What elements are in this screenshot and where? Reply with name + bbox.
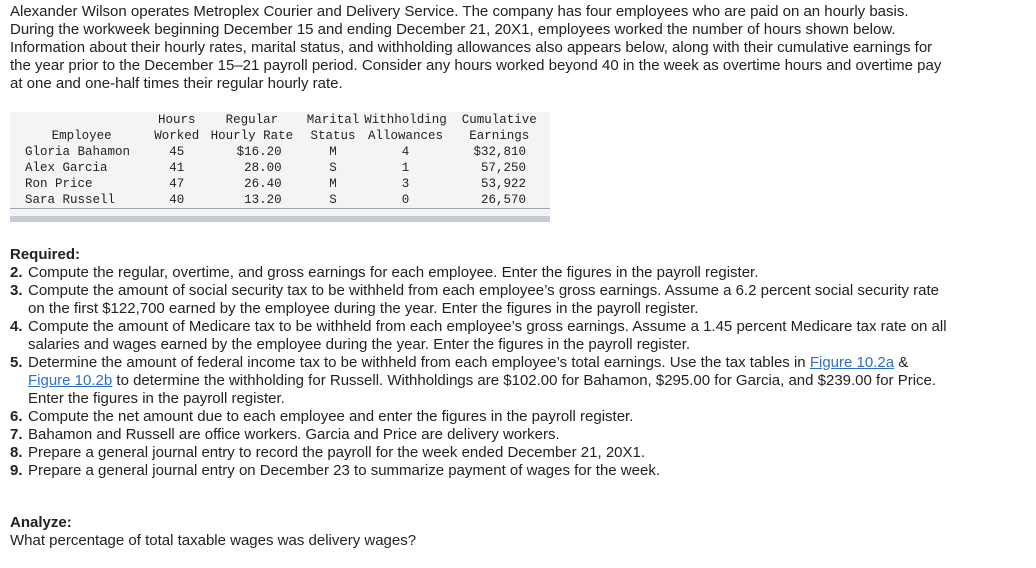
hourly-rate: 26.40 (244, 177, 282, 191)
withholding-allowances: 3 (401, 177, 410, 191)
required-item-8 (10, 444, 950, 462)
required-item-5 (10, 354, 950, 408)
item-text: Compute the amount of Medicare tax to be withheld from each employee’s gross earnings. Assume a 1.45 percent Medicare tax rate on all salaries and wages earned by the employee during the year. Enter the figures in the payroll register. (28, 318, 947, 353)
status-header-top: Marital (306, 113, 360, 127)
intro-paragraph: Alexander Wilson operates Metroplex Courier and Delivery Service. The company has four employees who are paid on an hourly basis. During the workweek beginning December 15 and ending December 21, 20X1, employees worked the number of hours shown below. Information about their hourly rates, marital status, and withholding allowances also appears below, along with their cumulative earnings for the year prior to the December 15–21 payroll period. Consider any hours worked beyond 40 in the week as overtime hours and overtime pay at one and one-half times their regular hourly rate. (10, 3, 942, 92)
item-number: 2. (10, 264, 23, 281)
analyze-question: What percentage of total taxable wages was delivery wages? (10, 532, 417, 549)
hourly-rate: 28.00 (244, 161, 282, 175)
figure-10-2a-link[interactable]: Figure 10.2a (809, 354, 895, 371)
hours-worked: 45 (169, 145, 185, 159)
rate-header-top: Regular (225, 113, 279, 127)
payroll-table (10, 112, 550, 208)
item-number: 9. (10, 462, 23, 479)
marital-status: M (329, 145, 337, 159)
table-row (10, 144, 550, 160)
required-section (10, 246, 950, 480)
employee-name: Alex Garcia (25, 161, 108, 175)
hours-header: Worked (154, 129, 200, 143)
required-item-2 (10, 264, 950, 282)
required-item-7 (10, 426, 950, 444)
earnings-header-top: Cumulative (461, 113, 537, 127)
required-item-9 (10, 462, 950, 480)
header-row-2 (10, 128, 550, 144)
hourly-rate: 13.20 (244, 193, 282, 207)
employee-name: Sara Russell (25, 193, 116, 207)
allowances-header: Allowances (367, 129, 443, 143)
hours-worked: 40 (169, 193, 185, 207)
analyze-title: Analyze: (10, 514, 72, 531)
analyze-section (10, 514, 950, 550)
item-text-mid: & (894, 354, 909, 371)
marital-status: S (329, 193, 337, 207)
item-text: Compute the amount of social security tax to be withheld from each employee’s gross earnings. Assume a 6.2 percent social security rate on the first $122,700 earned by the employee during the year. Enter the figures in the payroll register. (28, 282, 940, 317)
figure-10-2b-link[interactable]: Figure 10.2b (28, 372, 113, 389)
header-row-1 (10, 112, 550, 128)
employee-name: Ron Price (25, 177, 93, 191)
earnings-header: Earnings (469, 129, 530, 143)
cumulative-earnings: 57,250 (480, 161, 526, 175)
item-number: 5. (10, 354, 23, 371)
cumulative-earnings: 26,570 (480, 193, 526, 207)
hours-worked: 41 (169, 161, 185, 175)
table-row (10, 160, 550, 176)
hours-worked: 47 (169, 177, 185, 191)
hourly-rate: $16.20 (236, 145, 282, 159)
status-header: Status (310, 129, 356, 143)
cumulative-earnings: $32,810 (473, 145, 526, 159)
rate-header: Hourly Rate (210, 129, 294, 143)
item-text: Compute the net amount due to each employee and enter the figures in the payroll register. (28, 408, 634, 425)
table-row (10, 176, 550, 192)
required-item-6 (10, 408, 950, 426)
employee-data-table (10, 112, 550, 222)
item-number: 8. (10, 444, 23, 461)
allowances-header-top: Withholding (364, 113, 447, 127)
item-number: 6. (10, 408, 23, 425)
item-text-before: Determine the amount of federal income tax to be withheld from each employee’s total earnings. Use the tax tables in (28, 354, 810, 371)
item-text-after: to determine the withholding for Russell. Withholdings are $102.00 for Bahamon, $295.00 for Garcia, and $239.00 for Price. Enter the figures in the payroll register. (28, 372, 937, 407)
marital-status: M (329, 177, 337, 191)
table-row (10, 192, 550, 208)
item-number: 7. (10, 426, 23, 443)
item-text: Bahamon and Russell are office workers. Garcia and Price are delivery workers. (28, 426, 560, 443)
withholding-allowances: 0 (401, 193, 410, 207)
employee-name: Gloria Bahamon (25, 145, 131, 159)
required-title: Required: (10, 246, 81, 263)
withholding-allowances: 4 (401, 145, 410, 159)
hours-header-top: Hours (157, 113, 196, 127)
item-text: Prepare a general journal entry to record the payroll for the week ended December 21, 20X1. (28, 444, 646, 461)
cumulative-earnings: 53,922 (480, 177, 526, 191)
required-item-4 (10, 318, 950, 354)
item-text: Compute the regular, overtime, and gross earnings for each employee. Enter the figures in the payroll register. (28, 264, 759, 281)
item-number: 3. (10, 282, 23, 299)
employee-header-top (10, 112, 153, 128)
item-number: 4. (10, 318, 23, 335)
required-item-3 (10, 282, 950, 318)
withholding-allowances: 1 (401, 161, 410, 175)
marital-status: S (329, 161, 337, 175)
employee-header: Employee (51, 129, 112, 143)
item-text: Prepare a general journal entry on December 23 to summarize payment of wages for the week. (28, 462, 660, 479)
table-divider (10, 208, 550, 209)
